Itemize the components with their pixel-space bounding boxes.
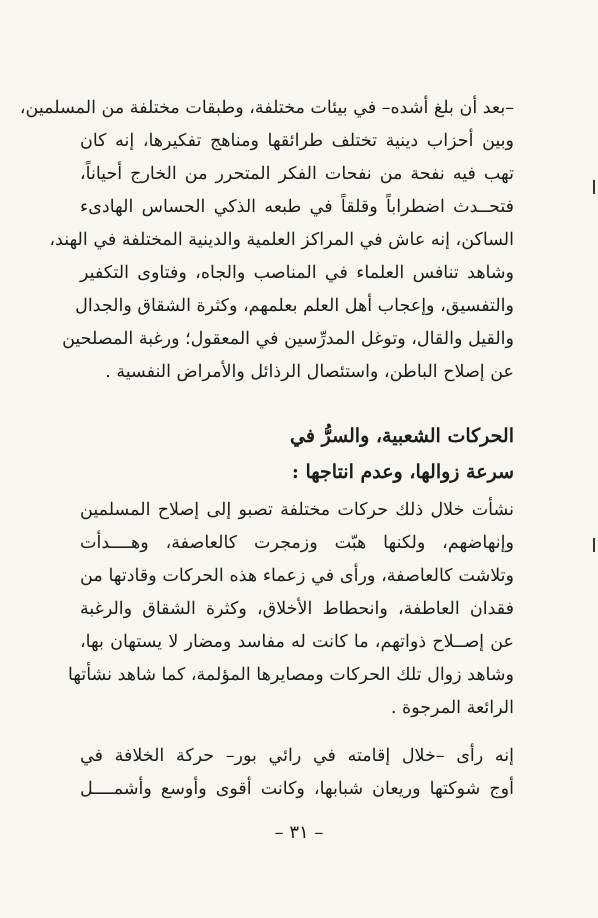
text-line: وإنهاضهم، ولكنها هبّت وزمجرت كالعاصفة، وهــــدأت xyxy=(80,533,514,553)
paragraph-2 xyxy=(67,494,514,725)
paragraph-1 xyxy=(19,92,514,389)
text-line: تهب فيه نفحة من نفحات الفكر المتحرر من الخارج أحياناً، xyxy=(80,164,514,184)
margin-mark xyxy=(593,180,595,194)
text-line: فقدان العاطفة، وانحطاط الأخلاق، وكثرة الشقاق والرغبة xyxy=(80,599,514,619)
paragraph-3 xyxy=(80,740,514,806)
text-line: نشأت خلال ذلك حركات مختلفة تصبو إلى إصلاح المسلمين xyxy=(80,500,514,520)
text-line: –بعد أن بلغ أشده– في بيئات مختلفة، وطبقات مختلفة من المسلمين، xyxy=(19,98,514,118)
text-line: والقيل والقال، وتوغل المدرِّسين في المعقول؛ ورغبة المصلحين xyxy=(62,329,514,349)
text-line: والتفسيق، وإعجاب أهل العلم بعلمهم، وكثرة الشقاق والجدال xyxy=(75,296,514,316)
heading-line: سرعة زوالها، وعدم انتاجها : xyxy=(291,461,514,483)
text-line: عن إصلاح الباطن، واستئصال الرذائل والأمراض النفسية . xyxy=(105,362,514,382)
text-line: وبين أحزاب دينية تختلف طرائقها ومناهج تفكيرها، إنه كان xyxy=(80,131,514,151)
text-line: وتلاشت كالعاصفة، ورأى في زعماء هذه الحركات وقادتها من xyxy=(80,566,514,586)
text-line: الساكن، إنه عاش في المراكز العلمية والدينية المختلفة في الهند، xyxy=(49,230,514,250)
heading-line: الحركات الشعبية، والسرُّ في xyxy=(290,425,514,447)
text-line: إنه رأى –خلال إقامته في رائي بور– حركة الخلافة في xyxy=(80,746,514,766)
margin-mark xyxy=(593,538,595,552)
text-line: الرائعة المرجوة . xyxy=(390,698,514,718)
text-line: فتحــدث اضطراباً وقلقاً في طبعه الذكي الحساس الهادىء xyxy=(80,197,514,217)
section-heading xyxy=(80,418,514,490)
text-line: أوج شوكتها وريعان شبابها، وكانت أقوى وأوسع وأشمــــل xyxy=(80,779,514,799)
text-line: عن إصــلاح ذواتهم، ما كانت له مفاسد ومضار لا يستهان بها، xyxy=(80,632,514,652)
page-number: – ٣١ – xyxy=(274,822,324,843)
text-line: وشاهد تنافس العلماء في المناصب والجاه، وفتاوى التكفير xyxy=(80,263,514,283)
text-line: وشاهد زوال تلك الحركات ومصايرها المؤلمة، كما شاهد نشأتها xyxy=(67,665,514,685)
